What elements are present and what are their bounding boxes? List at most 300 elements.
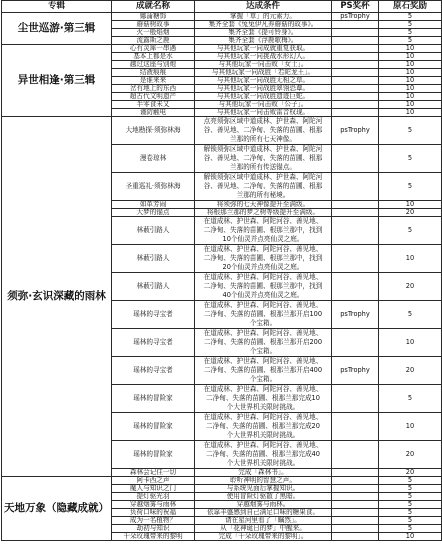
ps-trophy <box>332 93 378 100</box>
achievement-condition: 集齐全套《提可铃身》。 <box>228 29 298 36</box>
primogem-reward-cell <box>379 217 442 245</box>
table-row <box>2 13 442 21</box>
achievement-name: 阿卡西之声 <box>136 477 170 484</box>
achievement-name: 基本上都是水 <box>133 53 173 60</box>
ps-trophy-cell <box>332 69 379 77</box>
achievement-name-cell <box>112 273 195 301</box>
ps-trophy-cell <box>332 357 379 385</box>
achievement-condition: 聆听神明的智慧之声。 <box>230 477 296 484</box>
ps-trophy-cell <box>332 217 379 245</box>
ps-trophy-cell <box>332 525 379 533</box>
achievement-name: 林薮引路人 <box>136 254 170 262</box>
primogem-reward: 5 <box>407 485 413 492</box>
achievement-condition-cell <box>195 477 332 485</box>
achievement-name-cell <box>112 21 195 29</box>
primogem-reward: 10 <box>405 533 415 540</box>
primogem-reward: 5 <box>407 13 413 20</box>
ps-trophy <box>332 109 378 116</box>
ps-trophy-cell <box>332 45 379 53</box>
ps-trophy-cell <box>332 245 379 273</box>
ps-trophy <box>332 145 378 172</box>
achievement-name-cell <box>112 117 195 145</box>
ps-trophy <box>332 533 378 540</box>
header-name-cell <box>112 1 195 13</box>
primogem-reward-cell <box>379 37 442 45</box>
achievement-condition-cell <box>195 53 332 61</box>
achievement-name: 瑶林的寻宝者 <box>133 338 173 346</box>
primogem-reward-cell <box>379 93 442 101</box>
achievement-condition: 解锁须弥区域中道成林、护世森、阿陀河谷、善见地、二净甸、失落的苗圃、根那兰那的所有传送锚点。 <box>203 145 323 171</box>
primogem-reward-cell <box>379 69 442 77</box>
achievement-name-cell <box>112 109 195 117</box>
ps-trophy-cell <box>332 173 379 201</box>
ps-trophy-cell <box>332 101 379 109</box>
primogem-reward: 10 <box>405 254 415 262</box>
primogem-reward-cell <box>379 117 442 145</box>
primogem-reward-cell <box>379 245 442 273</box>
achievement-name: 岔有地上的东西 <box>129 85 177 92</box>
ps-trophy: psTrophy <box>340 310 370 318</box>
achievement-condition-cell <box>195 301 332 329</box>
ps-trophy <box>332 85 378 92</box>
ps-trophy-cell <box>332 53 379 61</box>
achievement-name-cell <box>112 357 195 385</box>
achievement-condition: 在道成林、护世森、阿陀河谷、善见地、二净甸、失落的苗圃、根那兰那完成20个大世界机关限时挑战。 <box>203 413 323 439</box>
primogem-reward-cell <box>379 329 442 357</box>
ps-trophy-cell <box>332 29 379 37</box>
achievement-condition: 将根那兰那的梦之树等级提升至满级。 <box>206 209 320 216</box>
achievement-name-cell <box>112 413 195 441</box>
achievement-condition: 在道成林、护世森、阿陀河谷、善见地、二净甸、失落的苗圃、根那兰那开启100个宝箱。 <box>203 301 323 327</box>
table-row <box>2 45 442 53</box>
primogem-reward-cell <box>379 501 442 509</box>
achievement-condition: 解锁须弥区域中道成林、护世森、阿陀河谷、善见地、二净甸、失落的苗圃、根那兰那的所有秘境。 <box>203 173 323 199</box>
ps-trophy-cell <box>332 329 379 357</box>
album-cell <box>2 45 112 117</box>
ps-trophy <box>332 245 378 272</box>
primogem-reward: 10 <box>405 201 415 208</box>
header-reward: 原石奖励 <box>392 1 427 11</box>
primogem-reward-cell <box>379 201 442 209</box>
ps-trophy-cell <box>332 385 379 413</box>
primogem-reward: 10 <box>405 85 415 92</box>
primogem-reward: 10 <box>405 101 415 108</box>
achievement-condition: 在道成林、护世森、阿陀河谷、善见地、二净甸、失落的苗圃、根那兰那中，找到40个仙灵并点亮仙灵之庭。 <box>203 273 323 299</box>
achievement-name: 瑶林的冒险家 <box>133 450 173 458</box>
album-cell <box>2 117 112 477</box>
ps-trophy-cell <box>332 413 379 441</box>
primogem-reward-cell <box>379 273 442 301</box>
achievement-condition: 与其他玩家一同击败「公子」。 <box>218 101 308 108</box>
achievement-condition-cell <box>195 117 332 145</box>
primogem-reward-cell <box>379 109 442 117</box>
achievement-condition: 掌握「草」的元素力。 <box>230 13 296 20</box>
ps-trophy-cell <box>332 109 379 117</box>
primogem-reward: 10 <box>405 338 415 346</box>
primogem-reward-cell <box>379 45 442 53</box>
achievement-name-cell <box>112 69 195 77</box>
primogem-reward-cell <box>379 209 442 217</box>
achievement-condition-cell <box>195 69 332 77</box>
ps-trophy <box>332 61 378 68</box>
primogem-reward: 5 <box>407 525 413 532</box>
ps-trophy-cell <box>332 533 379 541</box>
achievement-condition-cell <box>195 533 332 541</box>
achievement-condition-cell <box>195 245 332 273</box>
achievement-name-cell <box>112 441 195 469</box>
achievement-name: 半零食未又 <box>136 101 170 108</box>
primogem-reward: 5 <box>407 509 413 516</box>
primogem-reward: 5 <box>407 477 413 484</box>
achievement-name-cell <box>112 209 195 217</box>
header-trophy: PS奖杯 <box>340 1 370 11</box>
primogem-reward-cell <box>379 533 442 541</box>
ps-trophy <box>332 517 378 524</box>
achievement-name: 流露斯之鹿 <box>136 37 170 44</box>
primogem-reward: 20 <box>405 450 415 458</box>
achievement-condition: 将须弥的七天神像提升至满级。 <box>216 201 310 208</box>
achievement-name-cell <box>112 29 195 37</box>
primogem-reward-cell <box>379 357 442 385</box>
ps-trophy-cell <box>332 517 379 525</box>
achievement-condition: 与其他玩家一同战胜「若陀龙王」。 <box>211 69 315 76</box>
achievement-condition-cell <box>195 493 332 501</box>
achievement-condition-cell <box>195 109 332 117</box>
achievement-condition-cell <box>195 273 332 301</box>
primogem-reward: 5 <box>407 501 413 508</box>
achievement-condition-cell <box>195 145 332 173</box>
ps-trophy-cell <box>332 61 379 69</box>
album-label: 天地万象（隐藏成就） <box>4 502 109 514</box>
primogem-reward: 5 <box>407 182 413 190</box>
achievement-condition: 点亮须弥区域中道成林、护世森、阿陀河谷、善见地、二净甸、失落的苗圃、根那兰那的所有七天神像。 <box>203 117 323 143</box>
achievement-condition: 集齐全套《兔兔伊凡养蘑菇的故事》。 <box>208 21 318 28</box>
primogem-reward: 10 <box>405 69 415 76</box>
ps-trophy-cell <box>332 117 379 145</box>
achievement-name: 大梦的锚点 <box>136 209 170 216</box>
header-album-cell <box>2 1 112 13</box>
ps-trophy <box>332 209 378 216</box>
achievement-name-cell <box>112 385 195 413</box>
ps-trophy <box>332 69 378 76</box>
achievement-condition-cell <box>195 13 332 21</box>
achievement-condition-cell <box>195 201 332 209</box>
achievement-name-cell <box>112 477 195 485</box>
header-name: 成就名称 <box>135 1 170 11</box>
ps-trophy-cell <box>332 209 379 217</box>
primogem-reward-cell <box>379 477 442 485</box>
primogem-reward-cell <box>379 485 442 493</box>
achievement-name: 心有灵犀一串遇 <box>129 45 177 52</box>
achievement-name-cell <box>112 85 195 93</box>
achievement-condition: 使用冒险灯驱散了黑暗。 <box>226 493 300 500</box>
achievement-name: 超古代文明遗产 <box>129 93 177 100</box>
primogem-reward: 5 <box>407 154 413 162</box>
ps-trophy: psTrophy <box>340 366 370 374</box>
primogem-reward: 10 <box>405 422 415 430</box>
ps-trophy-cell <box>332 477 379 485</box>
primogem-reward: 5 <box>407 126 413 134</box>
primogem-reward-cell <box>379 413 442 441</box>
primogem-reward-cell <box>379 441 442 469</box>
achievement-name: 劫初与知识 <box>136 525 170 532</box>
ps-trophy <box>332 493 378 500</box>
ps-trophy <box>332 37 378 44</box>
table-row <box>2 477 442 485</box>
achievement-condition-cell <box>195 501 332 509</box>
achievement-name: 谨防触电 <box>139 109 167 116</box>
achievement-name: 林薮引路人 <box>136 282 170 290</box>
ps-trophy <box>332 53 378 60</box>
primogem-reward-cell <box>379 101 442 109</box>
ps-trophy <box>332 273 378 300</box>
achievement-name: 圣重巡礼·须弥林海 <box>125 182 181 190</box>
primogem-reward: 5 <box>407 394 413 402</box>
achievement-name: 蘑菇树故事 <box>136 21 170 28</box>
ps-trophy-cell <box>332 493 379 501</box>
ps-trophy-cell <box>332 273 379 301</box>
achievement-name: 森林会记住一切 <box>129 469 177 476</box>
achievement-name-cell <box>112 493 195 501</box>
primogem-reward-cell <box>379 517 442 525</box>
achievement-condition-cell <box>195 509 332 517</box>
ps-trophy <box>332 77 378 84</box>
ps-trophy <box>332 329 378 356</box>
ps-trophy <box>332 413 378 440</box>
achievement-name-cell <box>112 201 195 209</box>
achievement-condition-cell <box>195 517 332 525</box>
primogem-reward-cell <box>379 53 442 61</box>
header-condition-cell <box>195 1 332 13</box>
achievement-condition-cell <box>195 217 332 245</box>
achievement-condition-cell <box>195 101 332 109</box>
primogem-reward-cell <box>379 13 442 21</box>
achievement-name: 瑶林的冒险家 <box>133 422 173 430</box>
achievement-condition-cell <box>195 173 332 201</box>
achievement-condition: 集齐全套《浮鹿歌梅》。 <box>228 37 298 44</box>
ps-trophy-cell <box>332 93 379 101</box>
primogem-reward: 10 <box>405 53 415 60</box>
achievement-condition: 与系统见面后掌握知识。 <box>226 485 300 492</box>
primogem-reward-cell <box>379 77 442 85</box>
ps-trophy <box>332 29 378 36</box>
achievement-name: 漫卷琼林 <box>139 154 167 162</box>
achievement-name-cell <box>112 525 195 533</box>
ps-trophy <box>332 201 378 208</box>
ps-trophy-cell <box>332 13 379 21</box>
primogem-reward-cell <box>379 85 442 93</box>
achievement-name: 结液痕痕 <box>139 69 167 76</box>
achievement-name-cell <box>112 37 195 45</box>
achievement-name-cell <box>112 517 195 525</box>
achievement-name-cell <box>112 145 195 173</box>
achievement-name-cell <box>112 533 195 541</box>
ps-trophy: psTrophy <box>340 126 370 134</box>
achievement-name-cell <box>112 13 195 21</box>
achievement-condition: 从「花神诞日的梦」中醒来。 <box>220 525 306 532</box>
primogem-reward-cell <box>379 469 442 477</box>
primogem-reward: 5 <box>407 310 413 318</box>
achievement-condition: 在道成林、护世森、阿陀河谷、善见地、二净甸、失落的苗圃、根那兰那完成10个大世界机关限时挑战。 <box>203 385 323 411</box>
achievement-condition: 在道成林、护世森、阿陀河谷、善见地、二净甸、失落的苗圃、根那兰那中，找到20个仙灵并点亮仙灵之庭。 <box>203 245 323 271</box>
header-trophy-cell <box>332 1 379 13</box>
achievement-condition-cell <box>195 37 332 45</box>
ps-trophy <box>332 477 378 484</box>
achievement-condition: 完成「森林书」。 <box>238 469 288 476</box>
achievement-name: 是谁来来 <box>139 77 167 84</box>
primogem-reward: 10 <box>405 93 415 100</box>
ps-trophy <box>332 441 378 468</box>
achievement-condition-cell <box>195 61 332 69</box>
primogem-reward-cell <box>379 21 442 29</box>
primogem-reward-cell <box>379 301 442 329</box>
ps-trophy-cell <box>332 469 379 477</box>
primogem-reward: 10 <box>405 109 415 116</box>
primogem-reward: 5 <box>407 29 413 36</box>
achievement-condition-cell <box>195 93 332 101</box>
achievement-name-cell <box>112 77 195 85</box>
album-label: 异世相逢·第三辑 <box>17 74 96 86</box>
achievement-name-cell <box>112 93 195 101</box>
table-row <box>2 117 442 145</box>
primogem-reward: 20 <box>405 282 415 290</box>
ps-trophy-cell <box>332 85 379 93</box>
achievement-condition: 依靠丰盛感到自己满足口味的糖果食。 <box>206 509 320 516</box>
achievement-condition-cell <box>195 469 332 477</box>
primogem-reward-cell <box>379 145 442 173</box>
ps-trophy <box>332 385 378 412</box>
achievement-name: 瑶林的寻宝者 <box>133 310 173 318</box>
album-cell <box>2 477 112 541</box>
ps-trophy-cell <box>332 145 379 173</box>
achievement-name: 穿越烟雾与雨林 <box>129 501 177 508</box>
achievement-name-cell <box>112 217 195 245</box>
primogem-reward-cell <box>379 173 442 201</box>
achievement-name-cell <box>112 329 195 357</box>
achievement-name: 大地勘探·须弥林海 <box>125 126 181 134</box>
ps-trophy <box>332 525 378 532</box>
ps-trophy-cell <box>332 441 379 469</box>
header-row <box>2 1 442 13</box>
header-condition: 达成条件 <box>245 1 280 11</box>
achievement-condition: 在道成林、护世森、阿陀河谷、善见地、二净甸、失落的苗圃、根那兰那中，找到10个仙灵并点亮仙灵之庭。 <box>203 217 323 243</box>
primogem-reward: 20 <box>405 366 415 374</box>
achievement-name: 娜蒲糖饰 <box>139 13 167 20</box>
primogem-reward: 10 <box>405 61 415 68</box>
achievement-name-cell <box>112 61 195 69</box>
ps-trophy <box>332 21 378 28</box>
achievement-name-cell <box>112 469 195 477</box>
achievement-condition-cell <box>195 329 332 357</box>
achievement-name: 越过这座与别炮 <box>129 61 177 68</box>
primogem-reward: 5 <box>407 517 413 524</box>
achievement-name: 林薮引路人 <box>136 226 170 234</box>
achievement-condition: 与其他玩家一同击败雷音权现。 <box>216 109 310 116</box>
primogem-reward: 20 <box>405 209 415 216</box>
achievement-name: 魔人与知识之门 <box>129 485 177 492</box>
album-label: 尘世巡游·第三辑 <box>17 22 96 34</box>
achievement-name-cell <box>112 501 195 509</box>
primogem-reward-cell <box>379 29 442 37</box>
ps-trophy <box>332 469 378 476</box>
achievement-condition: 与其他玩家一同击败「女士」。 <box>218 61 308 68</box>
achievement-condition-cell <box>195 29 332 37</box>
achievement-condition-cell <box>195 85 332 93</box>
achievement-condition: 与其他玩家一同挑战水形幻人。 <box>216 53 310 60</box>
primogem-reward: 20 <box>405 469 415 476</box>
achievement-condition-cell <box>195 385 332 413</box>
primogem-reward: 5 <box>407 226 413 234</box>
achievement-name: 提灯驱光羽 <box>136 493 170 500</box>
achievement-condition: 完成「千朵玫瑰带来的黎明」。 <box>218 533 308 540</box>
primogem-reward: 10 <box>405 77 415 84</box>
ps-trophy-cell <box>332 501 379 509</box>
achievement-name: 负荷口味的祝福 <box>129 509 177 516</box>
achievement-name: 千朵玫瑰带来的黎明 <box>123 533 183 540</box>
ps-trophy <box>332 501 378 508</box>
ps-trophy-cell <box>332 509 379 517</box>
ps-trophy <box>332 509 378 516</box>
primogem-reward: 5 <box>407 37 413 44</box>
achievement-condition: 与其他玩家一同战胜翠翎恐蕈。 <box>216 85 310 92</box>
achievement-condition: 请在星河里看了「瞩然」。 <box>225 517 301 524</box>
achievement-name: 火一般焰烟 <box>136 29 170 36</box>
primogem-reward-cell <box>379 509 442 517</box>
ps-trophy-cell <box>332 301 379 329</box>
achievement-name-cell <box>112 245 195 273</box>
ps-trophy-cell <box>332 37 379 45</box>
achievement-condition-cell <box>195 21 332 29</box>
ps-trophy-cell <box>332 201 379 209</box>
achievement-condition-cell <box>195 45 332 53</box>
achievement-condition: 与其他玩家一同战胜遗迹巨蛇。 <box>216 93 310 100</box>
achievement-condition: 在道成林、护世森、阿陀河谷、善见地、二净甸、失落的苗圃、根那兰那开启400个宝箱。 <box>203 357 323 383</box>
achievement-condition-cell <box>195 413 332 441</box>
ps-trophy <box>332 173 378 200</box>
achievement-name-cell <box>112 45 195 53</box>
achievement-name-cell <box>112 485 195 493</box>
achievement-condition: 穿越烟雾与雨林。 <box>236 501 290 508</box>
primogem-reward-cell <box>379 525 442 533</box>
primogem-reward-cell <box>379 385 442 413</box>
achievement-name: 成为一名植物？ <box>129 517 177 524</box>
achievement-name-cell <box>112 101 195 109</box>
album-label: 须弥·玄识深藏的雨林 <box>7 290 106 302</box>
header-album: 专辑 <box>47 1 65 11</box>
ps-trophy <box>332 485 378 492</box>
achievement-name-cell <box>112 173 195 201</box>
album-cell <box>2 13 112 45</box>
achievement-condition-cell <box>195 525 332 533</box>
ps-trophy <box>332 217 378 244</box>
achievement-condition-cell <box>195 357 332 385</box>
achievement-name-cell <box>112 301 195 329</box>
achievement-name: 瑶林的寻宝者 <box>133 366 173 374</box>
ps-trophy-cell <box>332 21 379 29</box>
achievement-name: 如革芳闹 <box>139 201 167 208</box>
achievement-condition: 与其他玩家一同成就重复获取。 <box>216 45 310 52</box>
achievement-condition: 在道成林、护世森、阿陀河谷、善见地、二净甸、失落的苗圃、根那兰那完成40个大世界机关限时挑战。 <box>203 441 323 467</box>
ps-trophy-cell <box>332 485 379 493</box>
ps-trophy-cell <box>332 77 379 85</box>
primogem-reward-cell <box>379 61 442 69</box>
achievement-condition-cell <box>195 485 332 493</box>
achievement-condition-cell <box>195 209 332 217</box>
achievement-condition: 与其他玩家一同战胜无相之草。 <box>216 77 310 84</box>
achievement-condition-cell <box>195 441 332 469</box>
achievement-name-cell <box>112 509 195 517</box>
achievement-table <box>1 0 442 541</box>
